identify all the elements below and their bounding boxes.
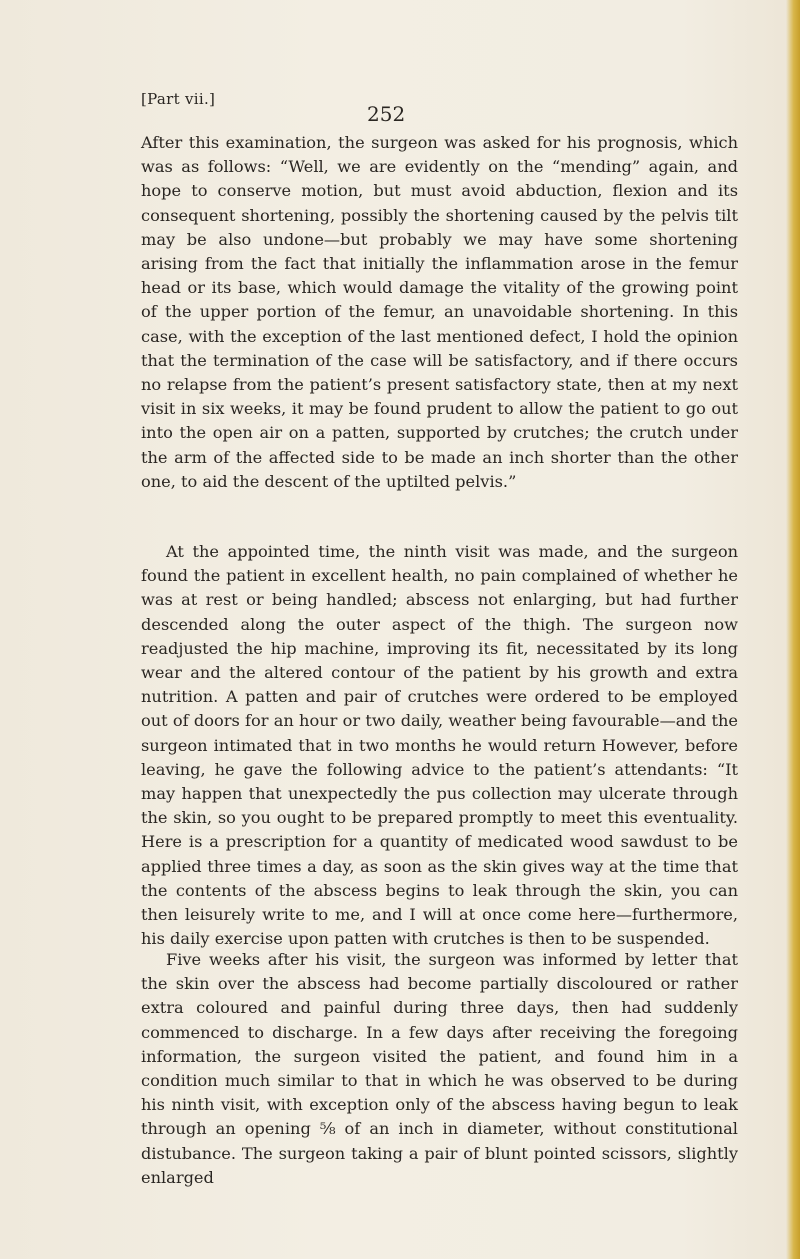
- part-label: [Part vii.]: [141, 90, 216, 108]
- page-number: 252: [367, 102, 406, 126]
- paragraph-prognosis: After this examination, the surgeon was asked for his prognosis, which was as follows: “Well, we are evidently on the “mending” again, and hope to conserve motion, but must avoid abduction, flexion and its consequent shortening, possibly the shortening caused by the pelvis tilt may be also undone—but probably we may have some shortening arising from the fact that initially the inflammation arose in the femur head or its base, which would damage the vitality of the growing point of the upper portion of the femur, an unavoidable shortening. In this case, with the exception of the last mentioned defect, I hold the opinion that the termination of the case will be satisfactory, and if there occurs no relapse from the patient’s present satisfactory state, then at my next visit in six weeks, it may be found prudent to allow the patient to go out into the open air on a patten, supported by crutches; the crutch under the arm of the affected side to be made an inch shorter than the other one, to aid the descent of the uptilted pelvis.”: [141, 133, 738, 491]
- page-edge: [786, 0, 800, 1259]
- paragraph-abscess-discharge: Five weeks after his visit, the surgeon was informed by letter that the skin over the abscess had become partially discoloured or rather extra coloured and painful during three days, then had suddenly commenced to discharge. In a few days after receiving the foregoing information, the surgeon visited the patient, and found him in a condition much similar to that in which he was observed to be during his ninth visit, with exception only of the abscess having begun to leak through an opening ⅝ of an inch in diameter, without constitutional distubance. The surgeon taking a pair of blunt pointed scissors, slightly enlarged: [141, 950, 738, 1187]
- paragraph-ninth-visit: At the appointed time, the ninth visit was made, and the surgeon found the patient in excellent health, no pain complained of whether he was at rest or being handled; abscess not enlarging, but had further descended along the outer aspect of the thigh. The surgeon now readjusted the hip machine, improving its fit, necessitated by its long wear and the altered contour of the patient by his growth and extra nutrition. A patten and pair of crutches were ordered to be employed out of doors for an hour or two daily, weather being favourable—and the surgeon intimated that in two months he would return However, before leaving, he gave the following advice to the patient’s attendants: “It may happen that unexpectedly the pus collection may ulcerate through the skin, so you ought to be prepared promptly to meet this eventuality. Here is a prescription for a quantity of medicated wood sawdust to be applied three times a day, as soon as the skin gives way at the time that the contents of the abscess begins to leak through the skin, you can then leisurely write to me, and I will at once come here—furthermore, his daily exercise upon patten with crutches is then to be suspended.: [141, 542, 738, 949]
